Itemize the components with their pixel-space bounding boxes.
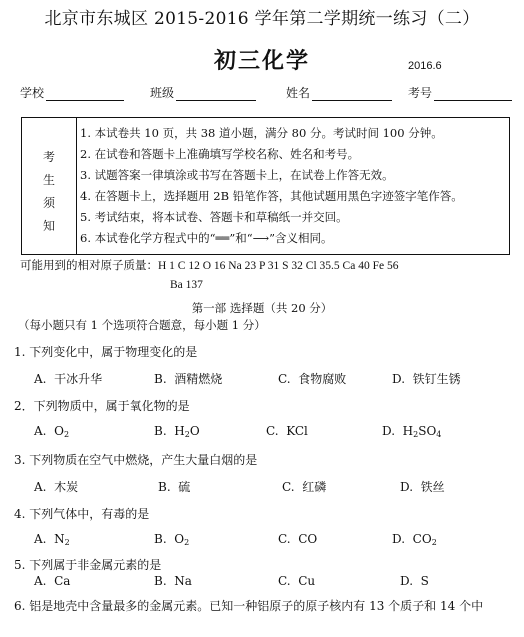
option[interactable]: A. Ca xyxy=(34,574,71,588)
field-label: 考号 xyxy=(408,86,433,100)
section-title: 第一部 选择题（共 20 分） xyxy=(191,301,333,315)
option[interactable]: D. 铁丝 xyxy=(400,480,445,494)
school-field xyxy=(20,84,124,101)
option[interactable]: D. S xyxy=(400,574,429,588)
question-stem: 1. 下列变化中，属于物理变化的是 xyxy=(14,345,198,359)
notice-heading xyxy=(22,118,77,254)
field-label: 班级 xyxy=(150,86,175,100)
question-stem: 3. 下列物质在空气中燃烧，产生大量白烟的是 xyxy=(14,453,258,467)
option[interactable]: D. $CO_2$ xyxy=(392,532,437,547)
option[interactable]: D. $H_2SO_4$ xyxy=(382,424,442,439)
option[interactable]: A. 干冰升华 xyxy=(34,372,103,386)
notice-heading-char: 考 xyxy=(42,150,55,164)
option[interactable]: C. CO xyxy=(278,532,318,546)
question-stem: 4. 下列气体中，有毒的是 xyxy=(14,507,150,521)
notice-heading-char: 知 xyxy=(42,219,55,233)
class-field xyxy=(150,84,256,101)
option[interactable]: C. 食物腐败 xyxy=(278,372,347,386)
notice-item: 6. 本试卷化学方程式中的“══”和“⟶”含义相同。 xyxy=(80,231,333,245)
question-stem: 6. 铝是地壳中含量最多的金属元素。已知一种铝原子的原子核内有 13 个质子和 14 个中 xyxy=(14,599,484,613)
subject-title: 初三化学 xyxy=(213,48,310,74)
atomic-masses-line-2: Ba 137 xyxy=(170,279,203,291)
candidate-notice-box xyxy=(21,117,510,255)
option[interactable]: A. $N_2$ xyxy=(34,532,70,547)
field-label: 姓名 xyxy=(286,86,311,100)
notice-item: 3. 试题答案一律填涂或书写在答题卡上，在试卷上作答无效。 xyxy=(80,168,394,182)
name-blank[interactable] xyxy=(312,88,392,101)
school-blank[interactable] xyxy=(46,88,124,101)
option[interactable]: D. 铁钉生锈 xyxy=(392,372,461,386)
option[interactable]: A. $O_2$ xyxy=(34,424,70,439)
class-blank[interactable] xyxy=(176,88,256,101)
exam-date: 2016.6 xyxy=(408,60,442,72)
option[interactable]: B. 酒精燃烧 xyxy=(154,372,223,386)
notice-item: 2. 在试卷和答题卡上准确填写学校名称、姓名和考号。 xyxy=(80,147,360,161)
option[interactable]: C. 红磷 xyxy=(282,480,327,494)
section-note: （每小题只有 1 个选项符合题意，每小题 1 分） xyxy=(18,318,266,332)
field-label: 学校 xyxy=(20,86,45,100)
notice-item: 1. 本试卷共 10 页，共 38 道小题，满分 80 分。考试时间 100 分钟。 xyxy=(80,126,443,140)
exam-number-field xyxy=(408,84,512,101)
notice-list xyxy=(80,123,463,249)
option[interactable]: B. $H_2O$ xyxy=(154,424,200,439)
exam-title: 北京市东城区 2015-2016 学年第二学期统一练习（二） xyxy=(44,9,480,29)
option[interactable]: B. Na xyxy=(154,574,192,588)
notice-item: 4. 在答题卡上，选择题用 2B 铅笔作答，其他试题用黑色字迹签字笔作答。 xyxy=(80,189,463,203)
name-field xyxy=(286,84,392,101)
notice-heading-char: 须 xyxy=(42,196,55,210)
question-stem: 5. 下列属于非金属元素的是 xyxy=(14,558,162,572)
option[interactable]: B. 硫 xyxy=(158,480,191,494)
option[interactable]: B. $O_2$ xyxy=(154,532,190,547)
option[interactable]: A. 木炭 xyxy=(34,480,79,494)
exam-number-blank[interactable] xyxy=(434,88,512,101)
notice-item: 5. 考试结束，将本试卷、答题卡和草稿纸一并交回。 xyxy=(80,210,348,224)
option[interactable]: C. KCl xyxy=(266,424,308,438)
atomic-masses-line: 可能用到的相对原子质量：H 1 C 12 O 16 Na 23 P 31 S 32 Cl 35.5 Ca 40 Fe 56 xyxy=(20,260,399,272)
option[interactable]: C. Cu xyxy=(278,574,316,588)
question-stem: 2．下列物质中，属于氧化物的是 xyxy=(14,399,190,413)
notice-heading-char: 生 xyxy=(42,173,55,187)
